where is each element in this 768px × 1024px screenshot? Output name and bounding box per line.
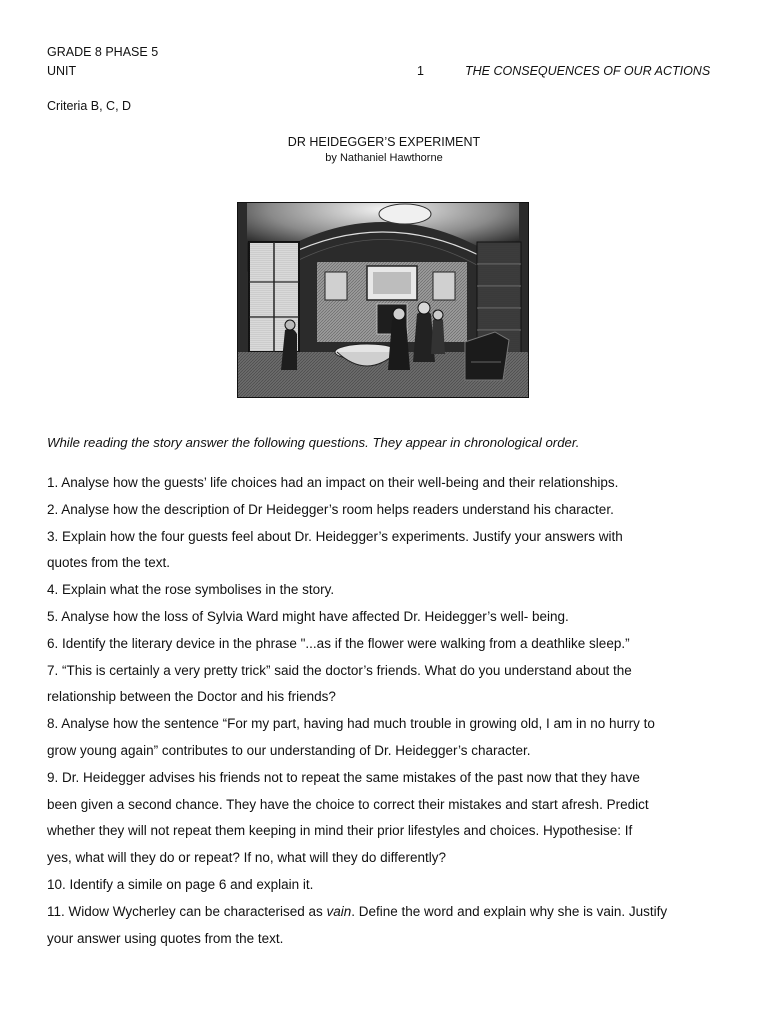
question-11-start: 11. Widow Wycherley can be characterised as bbox=[47, 903, 327, 919]
study-room-engraving bbox=[237, 202, 529, 398]
question-5: 5. Analyse how the loss of Sylvia Ward might have affected Dr. Heidegger’s well- being. bbox=[47, 608, 569, 624]
unit-number: 1 bbox=[417, 64, 424, 78]
question-1: 1. Analyse how the guests’ life choices had an impact on their well-being and their relationships. bbox=[47, 475, 619, 490]
criteria-label: Criteria B, C, D bbox=[47, 99, 132, 113]
grade-phase-label: GRADE 8 PHASE 5 bbox=[47, 45, 159, 59]
question-11-end: . Define the word and explain why she is vain. Justify your answer using quotes from the text. bbox=[47, 903, 668, 946]
question-10: 10. Identify a simile on page 6 and explain it. bbox=[47, 876, 314, 892]
story-byline: by Nathaniel Hawthorne bbox=[325, 152, 443, 164]
question-9: 9. Dr. Heidegger advises his friends not to repeat the same mistakes of the past now that they have been given a second chance. They have the choice to correct their mistakes and start afresh. Predict whether they will not repeat them keeping in mind their prior lifestyles and choices. Hypothesise: If yes, what will they do or repeat? If no, what will they do differently? bbox=[47, 769, 649, 866]
question-8: 8. Analyse how the sentence “For my part, having had much trouble in growing old, I am in no hurry to grow young again” contributes to our understanding of Dr. Heidegger’s character. bbox=[47, 716, 655, 758]
question-4: 4. Explain what the rose symbolises in the story. bbox=[47, 582, 335, 598]
story-title: DR HEIDEGGER’S EXPERIMENT bbox=[287, 135, 481, 149]
reading-instructions: While reading the story answer the following questions. They appear in chronological order. bbox=[47, 435, 580, 450]
question-7: 7. “This is certainly a very pretty trick” said the doctor’s friends. What do you understand about the relationship between the Doctor and his friends? bbox=[47, 662, 632, 705]
question-2: 2. Analyse how the description of Dr Heidegger’s room helps readers understand his character. bbox=[47, 501, 614, 517]
question-6: 6. Identify the literary device in the phrase "...as if the flower were walking from a deathlike sleep.” bbox=[47, 635, 630, 651]
question-list bbox=[47, 470, 737, 952]
unit-title: THE CONSEQUENCES OF OUR ACTIONS bbox=[465, 64, 711, 78]
unit-label: UNIT bbox=[47, 64, 77, 78]
question-11 bbox=[47, 899, 737, 953]
question-11-emphasis: vain bbox=[326, 903, 352, 919]
question-3: 3. Explain how the four guests feel about Dr. Heidegger’s experiments. Justify your answers with quotes from the text. bbox=[47, 528, 623, 571]
